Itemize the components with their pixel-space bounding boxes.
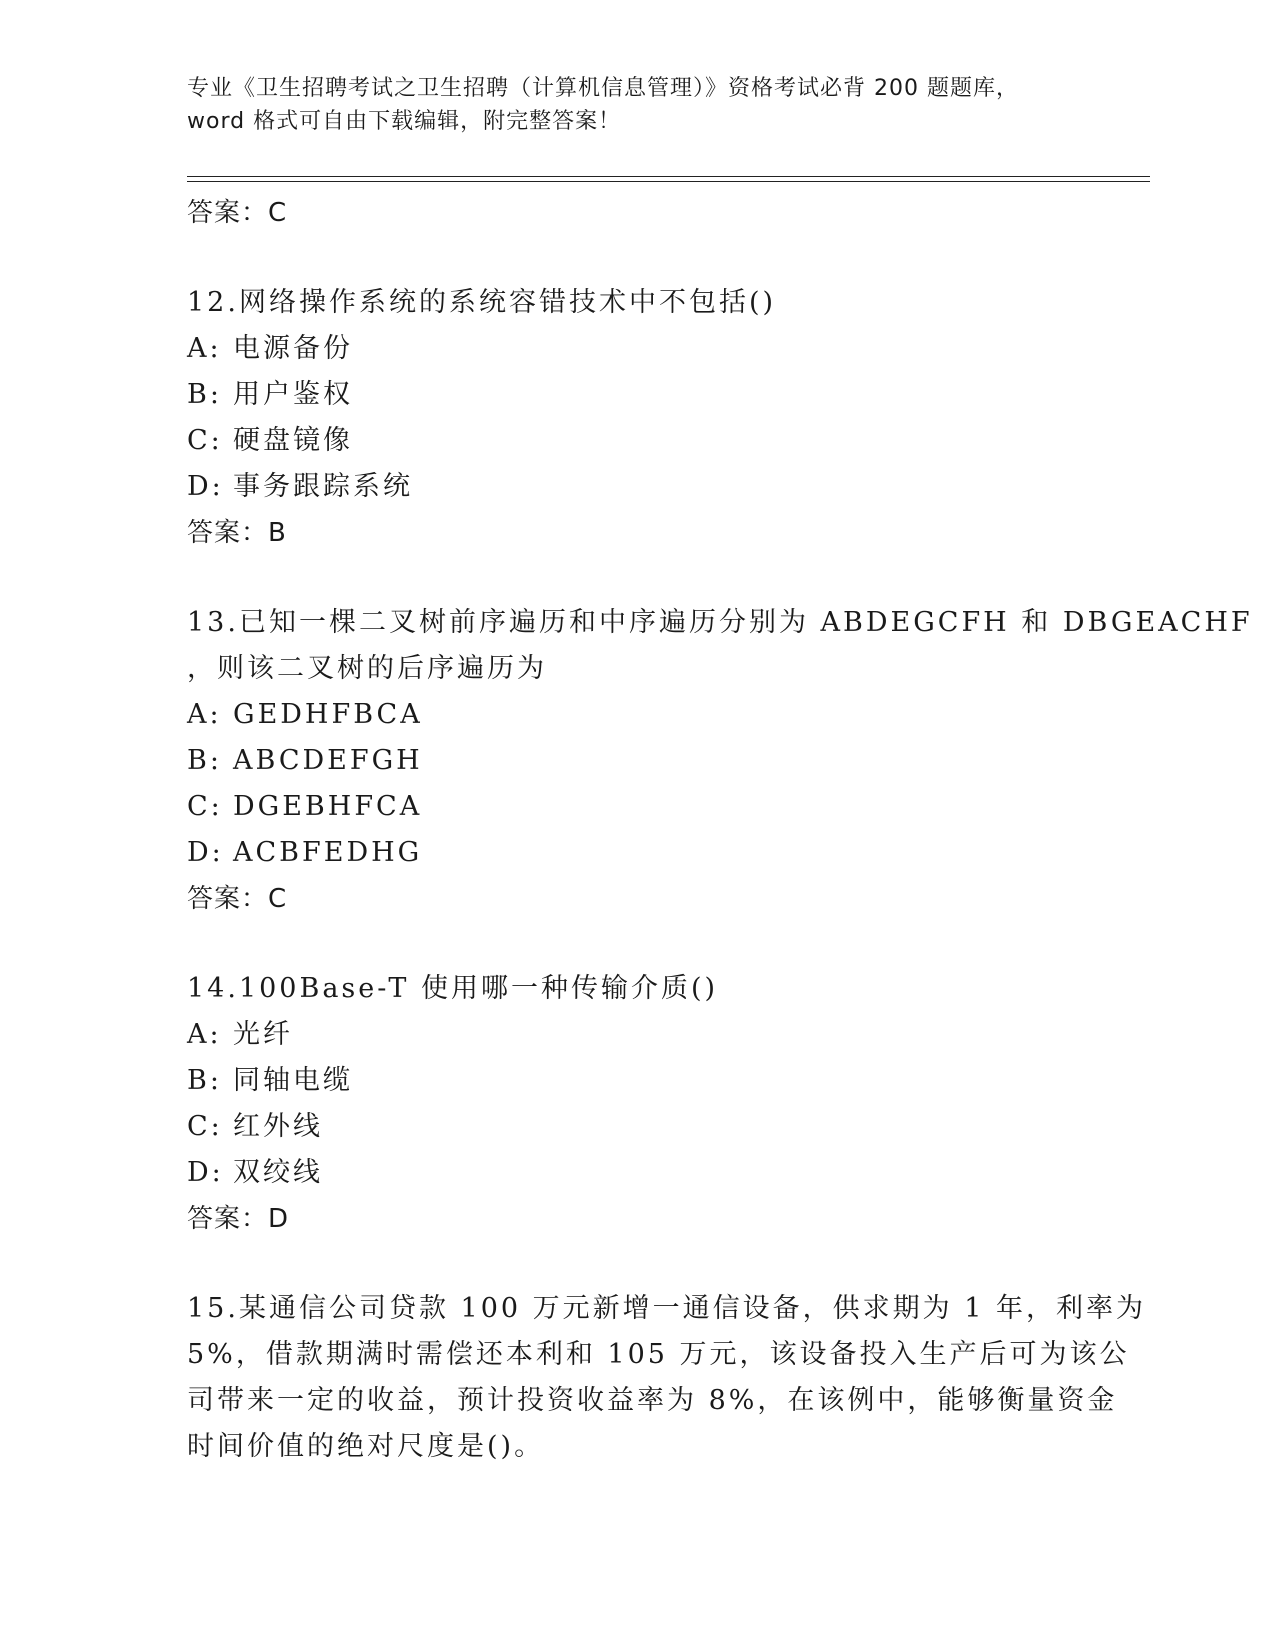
option-text: 用户鉴权: [233, 379, 353, 410]
option-d: [187, 1150, 1067, 1196]
option-key: B:: [187, 379, 222, 410]
question-text: 12.网络操作系统的系统容错技术中不包括(): [187, 287, 777, 318]
header-divider-bottom: [187, 181, 1150, 182]
option-c: [187, 784, 1067, 830]
answer-line: 答案：D: [187, 1204, 290, 1234]
option-text: 事务跟踪系统: [233, 471, 413, 502]
question-text-continued: ，则该二叉树的后序遍历为: [187, 653, 547, 684]
option-key: A:: [187, 1019, 222, 1050]
option-c: [187, 1104, 1067, 1150]
document-body: [187, 190, 1253, 1470]
option-key: A:: [187, 699, 222, 730]
header-line-1: 专业《卫生招聘考试之卫生招聘（计算机信息管理）》资格考试必背 200 题题库，: [187, 76, 1019, 101]
answer-line: 答案：B: [187, 518, 287, 548]
question-text: 15.某通信公司贷款 100 万元新增一通信设备，供求期为 1 年，利率为: [187, 1293, 1146, 1324]
answer-line: 答案：C: [187, 198, 288, 228]
option-text: 硬盘镜像: [233, 425, 353, 456]
question-15: [187, 1286, 1146, 1470]
option-b: [187, 738, 1067, 784]
header-line-2: word 格式可自由下载编辑，附完整答案！: [187, 109, 622, 134]
question-text-continued: 司带来一定的收益，预计投资收益率为 8%，在该例中，能够衡量资金: [187, 1385, 1118, 1416]
question-13: [187, 600, 1253, 922]
option-key: D:: [187, 471, 224, 502]
option-d: [187, 464, 1067, 510]
answer-line: 答案：C: [187, 884, 288, 914]
option-key: C:: [187, 425, 223, 456]
option-text: 电源备份: [233, 333, 353, 364]
question-12: [187, 280, 1067, 556]
document-header: [187, 72, 1087, 138]
option-c: [187, 418, 1067, 464]
question-text: 14.100Base-T 使用哪一种传输介质(): [187, 973, 719, 1004]
option-text: DGEBHFCA: [233, 791, 423, 822]
option-key: C:: [187, 791, 223, 822]
option-text: ACBFEDHG: [233, 837, 423, 868]
question-text-continued: 时间价值的绝对尺度是()。: [187, 1431, 545, 1462]
option-a: [187, 326, 1067, 372]
header-divider-top: [187, 176, 1150, 177]
option-text: 双绞线: [233, 1157, 323, 1188]
option-text: 光纤: [233, 1019, 293, 1050]
option-b: [187, 1058, 1067, 1104]
option-key: A:: [187, 333, 222, 364]
option-text: GEDHFBCA: [233, 699, 423, 730]
option-b: [187, 372, 1067, 418]
option-a: [187, 1012, 1067, 1058]
option-key: D:: [187, 837, 224, 868]
option-a: [187, 692, 1067, 738]
option-key: D:: [187, 1157, 224, 1188]
option-key: B:: [187, 1065, 222, 1096]
option-key: C:: [187, 1111, 223, 1142]
option-text: 红外线: [233, 1111, 323, 1142]
option-d: [187, 830, 1067, 876]
option-key: B:: [187, 745, 222, 776]
question-14: [187, 966, 1067, 1242]
option-text: ABCDEFGH: [233, 745, 423, 776]
option-text: 同轴电缆: [233, 1065, 353, 1096]
question-text: 13.已知一棵二叉树前序遍历和中序遍历分别为 ABDEGCFH 和 DBGEACHF: [187, 607, 1253, 638]
question-text-continued: 5%，借款期满时需偿还本利和 105 万元，该设备投入生产后可为该公: [187, 1339, 1130, 1370]
